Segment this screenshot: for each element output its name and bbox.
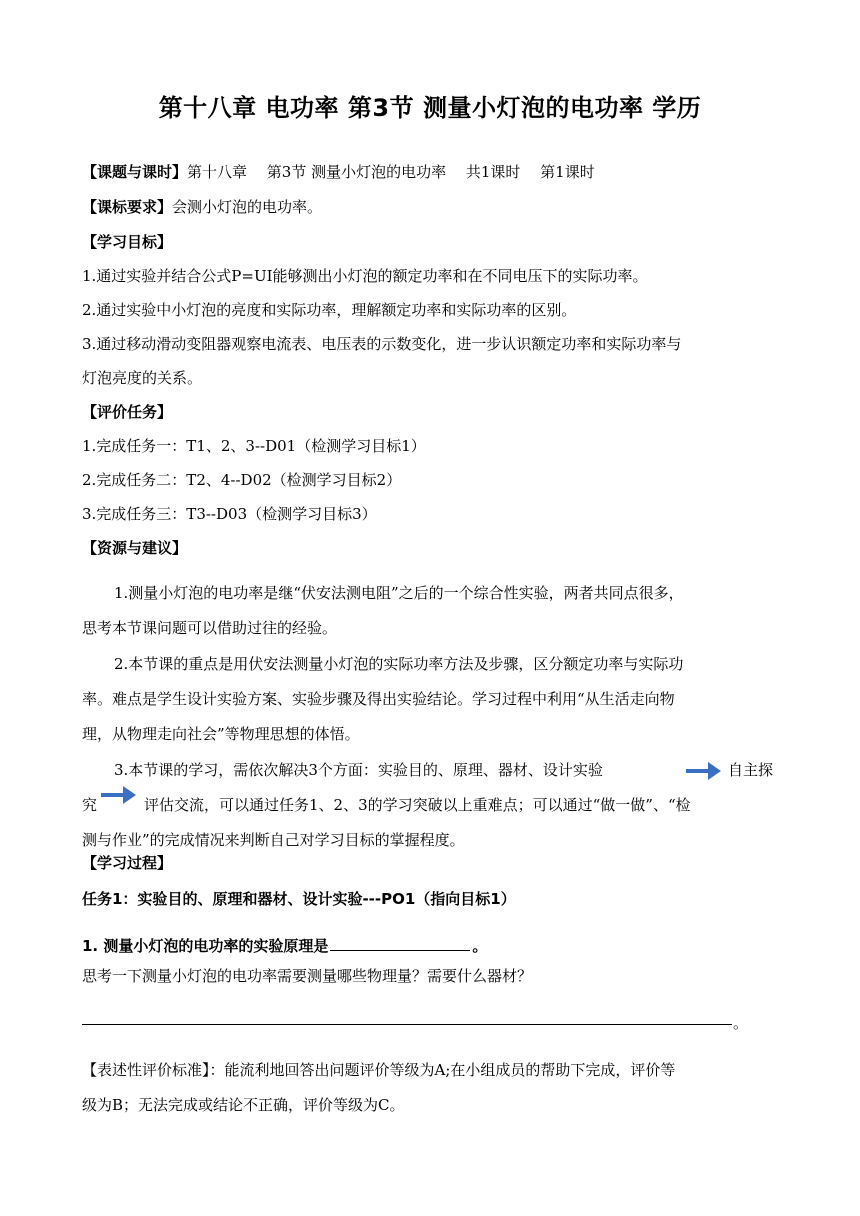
- resources-heading: 【资源与建议】: [82, 539, 188, 557]
- answer-blank[interactable]: [330, 936, 470, 951]
- question-1: [82, 936, 487, 956]
- resources-p1-line1: 1.测量小灯泡的电功率是继“伏安法测电阻”之后的一个综合性实验，两者共同点很多，: [114, 584, 684, 602]
- standard-text: 会测小灯泡的电功率。: [172, 198, 323, 216]
- task1-title: 任务1：实验目的、原理和器材、设计实验---PO1（指向目标1）: [82, 890, 516, 908]
- answer-line[interactable]: [82, 1024, 732, 1025]
- standard-label: 【课标要求】: [82, 198, 173, 216]
- resources-p3-line2a: 究: [82, 796, 98, 814]
- evaluation-item: 1.完成任务一：T1、2、3--D01（检测学习目标1）: [82, 437, 426, 455]
- topic-line: [82, 162, 782, 182]
- resources-p3-line1b: 自主探: [728, 761, 774, 779]
- topic-label: 【课题与课时】: [82, 163, 188, 181]
- resources-p2-line1: 2.本节课的重点是用伏安法测量小灯泡的实际功率方法及步骤，区分额定功率与实际功: [114, 655, 684, 673]
- evaluation-heading: 【评价任务】: [82, 403, 173, 421]
- page-title: 第十八章 电功率 第3节 测量小灯泡的电功率 学历: [158, 94, 702, 122]
- think-prompt: 思考一下测量小灯泡的电功率需要测量哪些物理量？需要什么器材？: [82, 967, 533, 985]
- standard-line: [82, 197, 782, 217]
- right-arrow-icon: [684, 758, 722, 784]
- objective-item: 3.通过移动滑动变阻器观察电流表、电压表的示数变化，进一步认识额定功率和实际功率与: [82, 335, 682, 353]
- resources-p3-line3: 测与作业”的完成情况来判断自己对学习目标的掌握程度。: [82, 831, 465, 849]
- objective-item: 1.通过实验并结合公式P=UI能够测出小灯泡的额定功率和在不同电压下的实际功率。: [82, 267, 648, 285]
- answer-line-end: 。: [733, 1014, 749, 1032]
- criteria-line1: 【表述性评价标准】：能流利地回答出问题评价等级为A;在小组成员的帮助下完成，评价等: [82, 1061, 676, 1079]
- objective-item: 2.通过实验中小灯泡的亮度和实际功率，理解额定功率和实际功率的区别。: [82, 301, 577, 319]
- evaluation-item: 3.完成任务三：T3--D03（检测学习目标3）: [82, 505, 377, 523]
- criteria-line2: 级为B；无法完成或结论不正确，评价等级为C。: [82, 1096, 405, 1114]
- objective-item: 灯泡亮度的关系。: [82, 369, 203, 387]
- question-1-text: 1. 测量小灯泡的电功率的实验原理是: [82, 937, 329, 955]
- resources-p3-line1a: 3.本节课的学习，需依次解决3个方面：实验目的、原理、器材、设计实验: [114, 761, 603, 779]
- resources-p2-line3: 理，从物理走向社会”等物理思想的体悟。: [82, 725, 360, 743]
- evaluation-item: 2.完成任务二：T2、4--D02（检测学习目标2）: [82, 471, 402, 489]
- arrow-head: [123, 786, 136, 804]
- resources-p3-line2b: 评估交流，可以通过任务1、2、3的学习突破以上重难点；可以通过“做一做”、“检: [144, 796, 691, 814]
- resources-p1-line2: 思考本节课问题可以借助过往的经验。: [82, 619, 338, 637]
- topic-text: 第十八章 第3节 测量小灯泡的电功率 共1课时 第1课时: [187, 163, 595, 181]
- resources-p2-line2: 率。难点是学生设计实验方案、实验步骤及得出实验结论。学习过程中利用“从生活走向物: [82, 690, 675, 708]
- process-heading: 【学习过程】: [82, 854, 173, 872]
- question-1-suffix: 。: [472, 937, 488, 955]
- objectives-heading: 【学习目标】: [82, 233, 173, 251]
- right-arrow-icon: [99, 782, 137, 808]
- arrow-head: [708, 762, 721, 780]
